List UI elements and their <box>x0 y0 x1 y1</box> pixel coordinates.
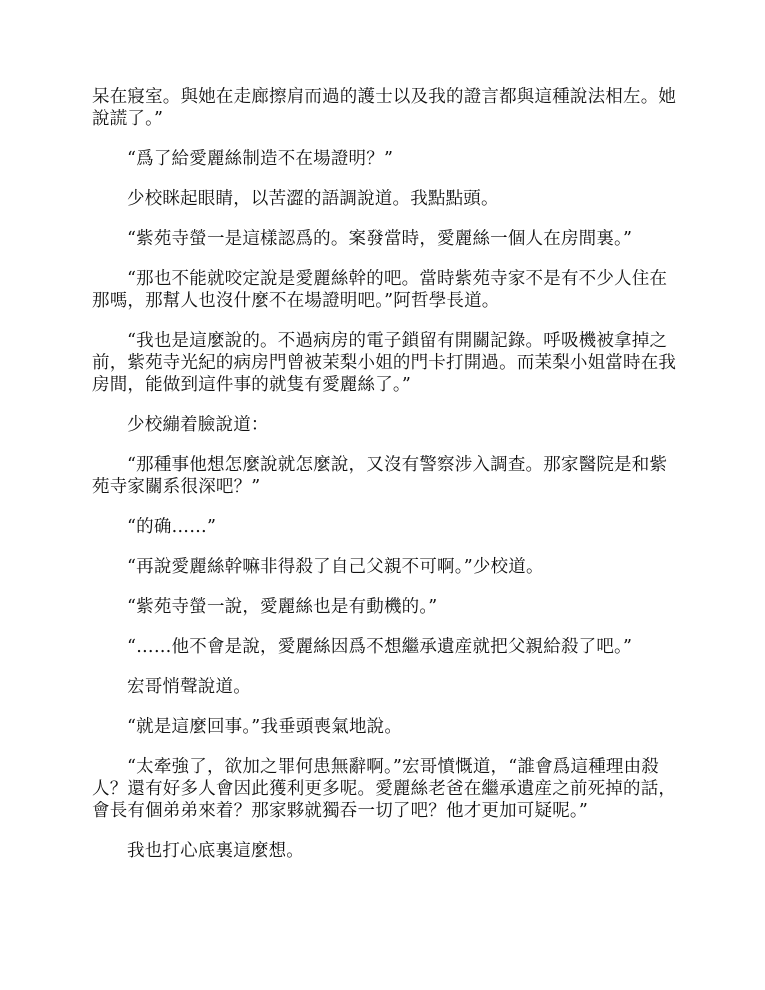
paragraph: “的确……” <box>127 517 217 537</box>
paragraph: “就是這麼回事。”我垂頭喪氣地說。 <box>127 717 403 737</box>
paragraph: “再說愛麗絲幹嘛非得殺了自己父親不可啊。”少校道。 <box>127 557 544 577</box>
paragraph: “爲了給愛麗絲制造不在場證明？” <box>127 149 394 169</box>
paragraph: 我也打心底裏這麼想。 <box>127 841 304 861</box>
paragraph: “我也是這麼說的。不過病房的電子鎖留有開關記錄。呼吸機被拿掉之前，紫苑寺光紀的病房門曾被茉梨小姐的門卡打開過。而茉梨小姐當時在我房間，能做到這件事的就隻有愛麗絲了。” <box>92 331 677 395</box>
paragraph: “太牽強了，欲加之罪何患無辭啊。”宏哥憤慨道，“誰會爲這種理由殺人？還有好多人會因此獲利更多呢。愛麗絲老爸在繼承遺産之前死掉的話，會長有個弟弟來着？那家夥就獨吞一切了吧？他才更加可疑呢。” <box>92 757 677 821</box>
paragraph: 少校繃着臉說道： <box>127 415 269 435</box>
paragraph: “那也不能就咬定說是愛麗絲幹的吧。當時紫苑寺家不是有不少人住在那嗎，那幫人也沒什麼不在場證明吧。”阿哲學長道。 <box>92 269 668 311</box>
paragraph: 少校眯起眼睛，以苦澀的語調說道。我點點頭。 <box>127 189 499 209</box>
paragraph: “……他不會是說，愛麗絲因爲不想繼承遺産就把父親給殺了吧。” <box>127 637 633 657</box>
paragraph: “那種事他想怎麼說就怎麼說，又沒有警察涉入調查。那家醫院是和紫苑寺家關系很深吧？” <box>92 455 668 497</box>
paragraph: 呆在寢室。與她在走廊擦肩而過的護士以及我的證言都與這種說法相左。她說謊了。” <box>92 87 677 129</box>
paragraph: “紫苑寺螢一說，愛麗絲也是有動機的。” <box>127 597 438 617</box>
body-text <box>92 86 677 880</box>
paragraph: “紫苑寺螢一是這樣認爲的。案發當時，愛麗絲一個人在房間裏。” <box>127 229 633 249</box>
paragraph: 宏哥悄聲說道。 <box>127 677 251 697</box>
